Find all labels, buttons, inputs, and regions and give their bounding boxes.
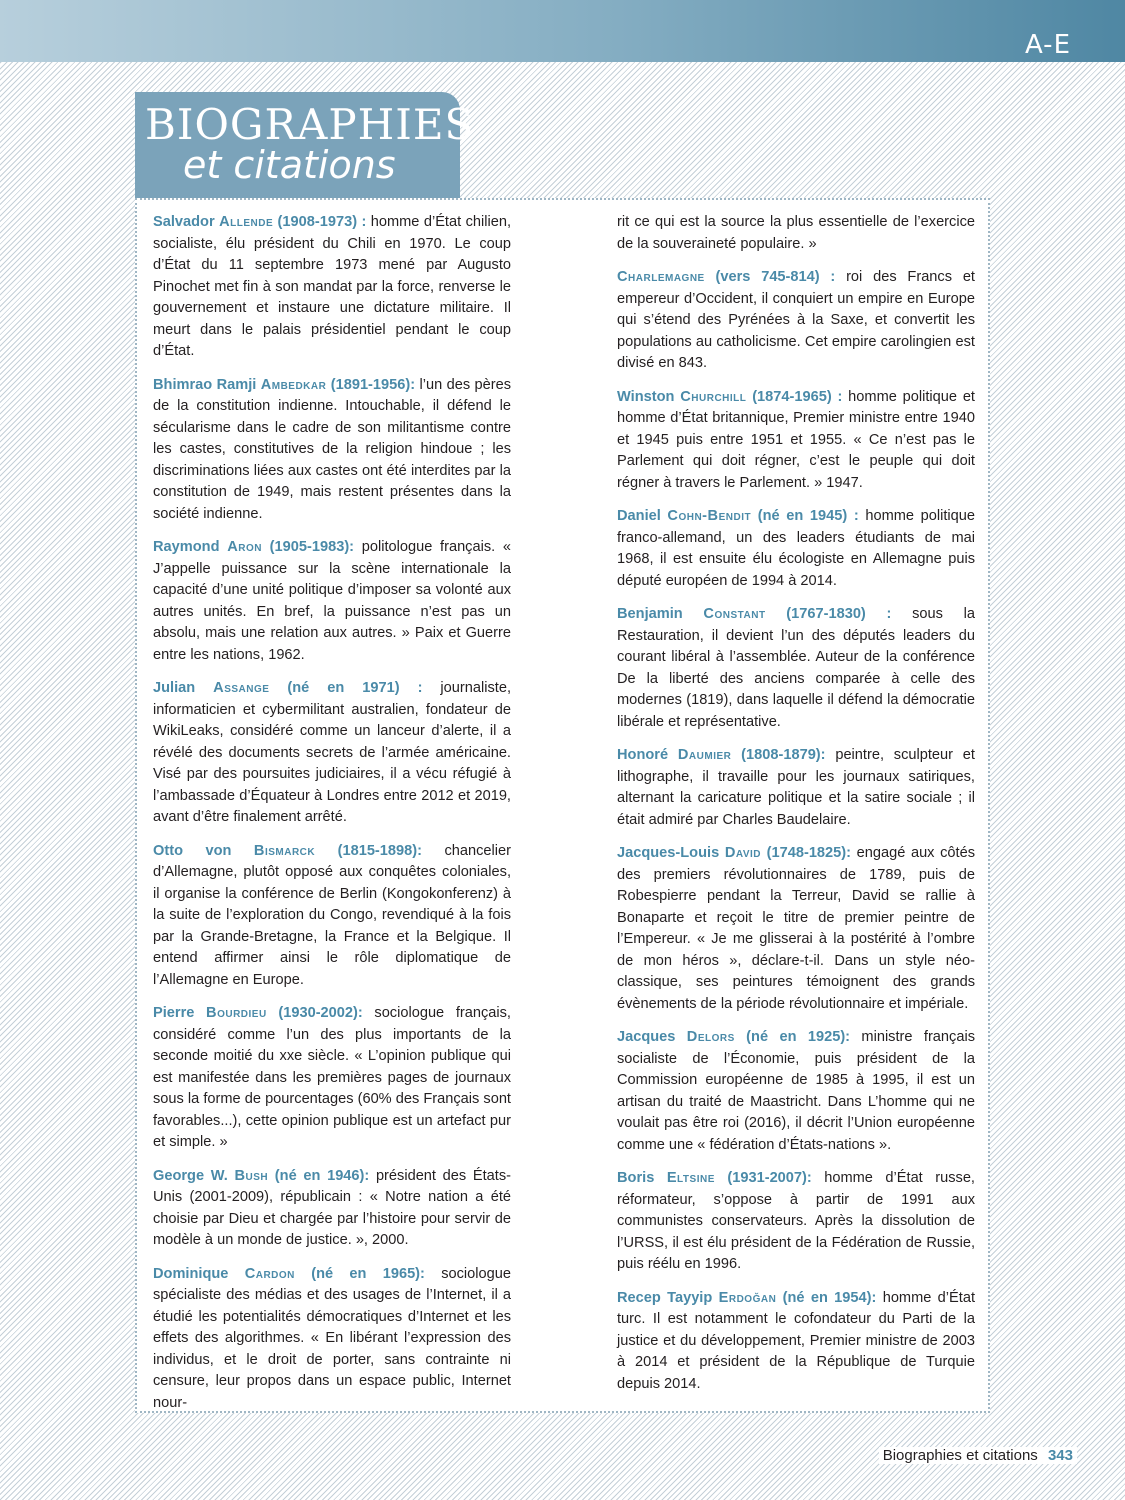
entry-surname: Bismarck	[253, 842, 316, 859]
biography-entry	[617, 267, 975, 375]
entry-surname: Delors	[686, 1029, 735, 1045]
entry-first-name: Daniel	[617, 508, 668, 524]
entry-surname: Daumier	[677, 747, 732, 763]
entry-dates: (né en 1946):	[268, 1167, 370, 1184]
top-band	[0, 0, 1125, 62]
biography-entry	[153, 1166, 511, 1252]
entry-first-name: Recep Tayyip	[617, 1289, 719, 1306]
entry-dates: (1808-1879):	[731, 747, 826, 763]
entry-first-name: Raymond	[153, 539, 228, 555]
biography-entry	[617, 1027, 975, 1156]
page-title: BIOGRAPHIES	[145, 100, 475, 149]
entry-dates: (1905-1983):	[261, 539, 355, 555]
biography-entry	[153, 841, 511, 992]
entry-text: politologue français. « J’appelle puissance sur la scène internationale la capacité d’une unité politique d’imposer sa volonté aux autres unités. En bref, la puissance n’est pas un absolu, mais une relation aux autres. » Paix et Guerre entre les nations, 1962.	[153, 539, 512, 663]
entry-first-name: George W.	[153, 1167, 235, 1184]
entry-dates: (né en 1945) :	[751, 508, 859, 524]
entry-name	[153, 1266, 425, 1282]
entry-surname: Cardon	[244, 1265, 295, 1282]
entry-surname: Bourdieu	[206, 1005, 267, 1021]
entry-dates: (1930-2002):	[266, 1005, 363, 1021]
entry-first-name: Winston	[617, 388, 681, 405]
biography-entry	[153, 537, 511, 666]
entry-name	[153, 843, 422, 859]
entry-text: journaliste, informaticien et cybermilitant australien, fondateur de WikiLeaks, considéré comme un lanceur d’alerte, il a révélé des documents secrets de l’armée américaine. Visé par des poursuites judiciaires, il a vécu réfugié à l’ambassade d’Équateur à Londres entre 2012 et 2019, avant d’être finalement arrêté.	[153, 680, 512, 825]
entry-name	[153, 1005, 363, 1021]
entry-first-name: Jacques-Louis	[617, 845, 725, 861]
biography-panel	[135, 198, 990, 1413]
entry-name	[617, 508, 859, 524]
biography-entry	[617, 1168, 975, 1276]
page-number: 343	[1047, 1447, 1073, 1464]
entry-name	[617, 845, 851, 861]
page-footer	[879, 1447, 1077, 1464]
entry-surname: Churchill	[680, 388, 747, 405]
entry-name	[617, 606, 891, 622]
entry-name	[617, 747, 826, 763]
biography-entry	[617, 1288, 975, 1396]
entry-surname: Aron	[227, 539, 262, 555]
entry-first-name: Jacques	[617, 1029, 687, 1045]
entry-surname: Allende	[219, 214, 274, 230]
entry-first-name: Bhimrao Ramji	[153, 376, 261, 393]
biography-entry	[617, 506, 975, 592]
biography-entry	[617, 604, 975, 733]
right-column	[617, 212, 975, 1407]
entry-text: peintre, sculpteur et lithographe, il travaille pour les journaux satiriques, alternant la caricature politique et la satire sociale ; il était admiré par Charles Baudelaire.	[617, 747, 975, 828]
entry-text: sociologue spécialiste des médias et des usages de l’Internet, il a étudié les potentialités démocratiques d’Internet et les effets des algorithmes. « En libérant l’expression des individus, et le droit de porter, sans contrainte ni censure, leur propos dans un espace public, Internet nour-	[153, 1265, 511, 1411]
entry-dates: (1748-1825):	[761, 845, 852, 861]
entry-surname: Constant	[703, 606, 766, 622]
entry-name	[153, 680, 422, 696]
entry-text: roi des Francs et empereur d’Occident, il conquiert un empire en Europe qui s’étend des Pyrénées à la Saxe, et convertit les populations au catholicisme. Cet empire carolingien est divisé en 843.	[617, 269, 975, 371]
section-letters: A-E	[1024, 30, 1071, 60]
title-tab	[135, 92, 475, 202]
biography-entry	[153, 1264, 511, 1415]
entry-surname: Erdoğan	[718, 1289, 777, 1306]
entry-name	[617, 389, 842, 405]
entry-dates: (1815-1898):	[315, 842, 422, 859]
entry-first-name: Otto von	[153, 842, 254, 859]
entry-dates: (né en 1954):	[776, 1289, 877, 1306]
entry-name	[617, 1170, 812, 1186]
biography-entry	[617, 745, 975, 831]
biography-entry	[617, 843, 975, 1015]
biography-entry	[153, 212, 511, 363]
entry-surname: Bush	[234, 1167, 269, 1184]
entry-first-name: Dominique	[153, 1265, 245, 1282]
entry-first-name: Benjamin	[617, 606, 704, 622]
entry-dates: (1931-2007):	[714, 1170, 812, 1186]
entry-text: ministre français socialiste de l’Économie, puis président de la Commission européenne de 1985 à 1995, il est un artisan du traité de Maastricht. Dans L’homme qui ne voulait pas être roi (2016), il décrit l’Union européenne comme une « fédération d’États-nations ».	[617, 1029, 975, 1153]
entry-dates: (né en 1965):	[294, 1265, 425, 1282]
entry-surname: Cohn-Bendit	[667, 508, 752, 524]
entry-surname: Eltsine	[666, 1170, 715, 1186]
entry-name	[617, 1290, 876, 1306]
entry-dates: (1767-1830) :	[765, 606, 892, 622]
entry-text: homme d’État chilien, socialiste, élu président du Chili en 1970. Le coup d’État du 11 septembre 1973 mené par Augusto Pinochet met fin à son mandat par la force, renverse le gouvernement et instaure une dictature militaire. Il meurt dans le palais présidentiel pendant le coup d’État.	[153, 214, 512, 359]
entry-text: chancelier d’Allemagne, plutôt opposé aux conquêtes coloniales, il organise la conférence de Berlin (Kongokonferenz) à la suite de l’exploration du Congo, revendiqué à la fois par la Grande-Bretagne, la France et la Belgique. Il entend affirmer ainsi le rôle diplomatique de l’Allemagne en Europe.	[153, 842, 511, 988]
entry-dates: (1891-1956):	[326, 376, 416, 393]
page-subtitle: et citations	[183, 143, 396, 187]
footer-label: Biographies et citations	[882, 1447, 1038, 1464]
entry-dates: (né en 1925):	[734, 1029, 851, 1045]
continuation-text: rit ce qui est la source la plus essentielle de l’exercice de la souveraineté populaire. »	[617, 214, 975, 252]
entry-first-name: Pierre	[153, 1005, 207, 1021]
entry-dates: (né en 1971) :	[269, 680, 423, 696]
entry-first-name: Honoré	[617, 747, 678, 763]
entry-text: homme d’État turc. Il est notamment le cofondateur du Parti de la justice et du développement, Premier ministre de 2003 à 2014 et président de la République de Turquie depuis 2014.	[617, 1289, 976, 1392]
entry-name	[153, 214, 366, 230]
entry-text: engagé aux côtés des premiers révolutionnaires de 1789, puis de Robespierre pendant la Terreur, David se rallie à Bonaparte et reçoit le titre de premier peintre de l’Empereur. « Je me glisserai à la postérité à l’ombre de mon héros », déclare-t-il. Dans un style néo-classique, ses peintures témoignent des grands évènements de la période révolutionnaire et impériale.	[617, 845, 975, 1012]
entry-first-name: Salvador	[153, 214, 220, 230]
entry-text: l’un des pères de la constitution indienne. Intouchable, il défend le sécularisme dans le cadre de son militantisme contre les castes, constitutives de la religion hindoue ; les discriminations liées aux castes ont été interdites par la constitution de 1949, mais restent présentes dans la société indienne.	[153, 376, 511, 522]
entry-name	[153, 377, 415, 393]
entry-first-name: Boris	[617, 1170, 667, 1186]
entry-name	[153, 1168, 369, 1184]
entry-text: homme politique et homme d’État britannique, Premier ministre entre 1940 et 1945 puis entre 1951 et 1955. « Ce n’est pas le Parlement qui doit régner, c’est le peuple qui doit régner à travers le Parlement. » 1947.	[617, 388, 975, 491]
entry-surname: David	[724, 845, 762, 861]
entry-surname: Ambedkar	[260, 376, 327, 393]
entry-dates: (1874-1965) :	[746, 388, 843, 405]
left-column	[153, 212, 511, 1426]
biography-entry	[153, 678, 511, 829]
biography-entry	[153, 375, 511, 526]
entry-text: homme d’État russe, réformateur, s’oppose à partir de 1991 aux communistes conservateurs. Après la dissolution de l’URSS, il est élu président de la Fédération de Russie, puis réélu en 1996.	[617, 1170, 975, 1272]
entry-first-name: Julian	[153, 680, 214, 696]
entry-dates: (1908-1973) :	[273, 214, 367, 230]
entry-surname: Charlemagne	[617, 269, 705, 285]
entry-text: homme politique franco-allemand, un des leaders étudiants de mai 1968, il est ensuite élu écologiste en Allemagne puis député européen de 1994 à 2014.	[617, 508, 975, 589]
entry-name	[617, 1029, 850, 1045]
entry-dates: (vers 745-814) :	[704, 269, 836, 285]
biography-entry	[617, 387, 975, 495]
biography-entry	[153, 1003, 511, 1154]
entry-text: sociologue français, considéré comme l’un des plus importants de la seconde moitié du xxe siècle. « L’opinion publique qui est manifestée dans les premières pages de journaux sous la forme de pourcentages (60% des Français sont favorables...), cette opinion publique est un artefact pur et simple. »	[153, 1005, 511, 1150]
entry-surname: Assange	[213, 680, 270, 696]
entry-text: président des États-Unis (2001-2009), républicain : « Notre nation a été choisie par Dieu et chargée par l’histoire pour servir de modèle à un monde de justice. », 2000.	[153, 1167, 511, 1248]
entry-name	[617, 269, 835, 285]
entry-name	[153, 539, 354, 555]
entry-text: sous la Restauration, il devient l’un des députés leaders du courant libéral à l’assemblée. Auteur de la conférence De la liberté des anciens comparée à celle des modernes (1819), dans laquelle il défend la démocratie libérale et représentative.	[617, 606, 976, 730]
